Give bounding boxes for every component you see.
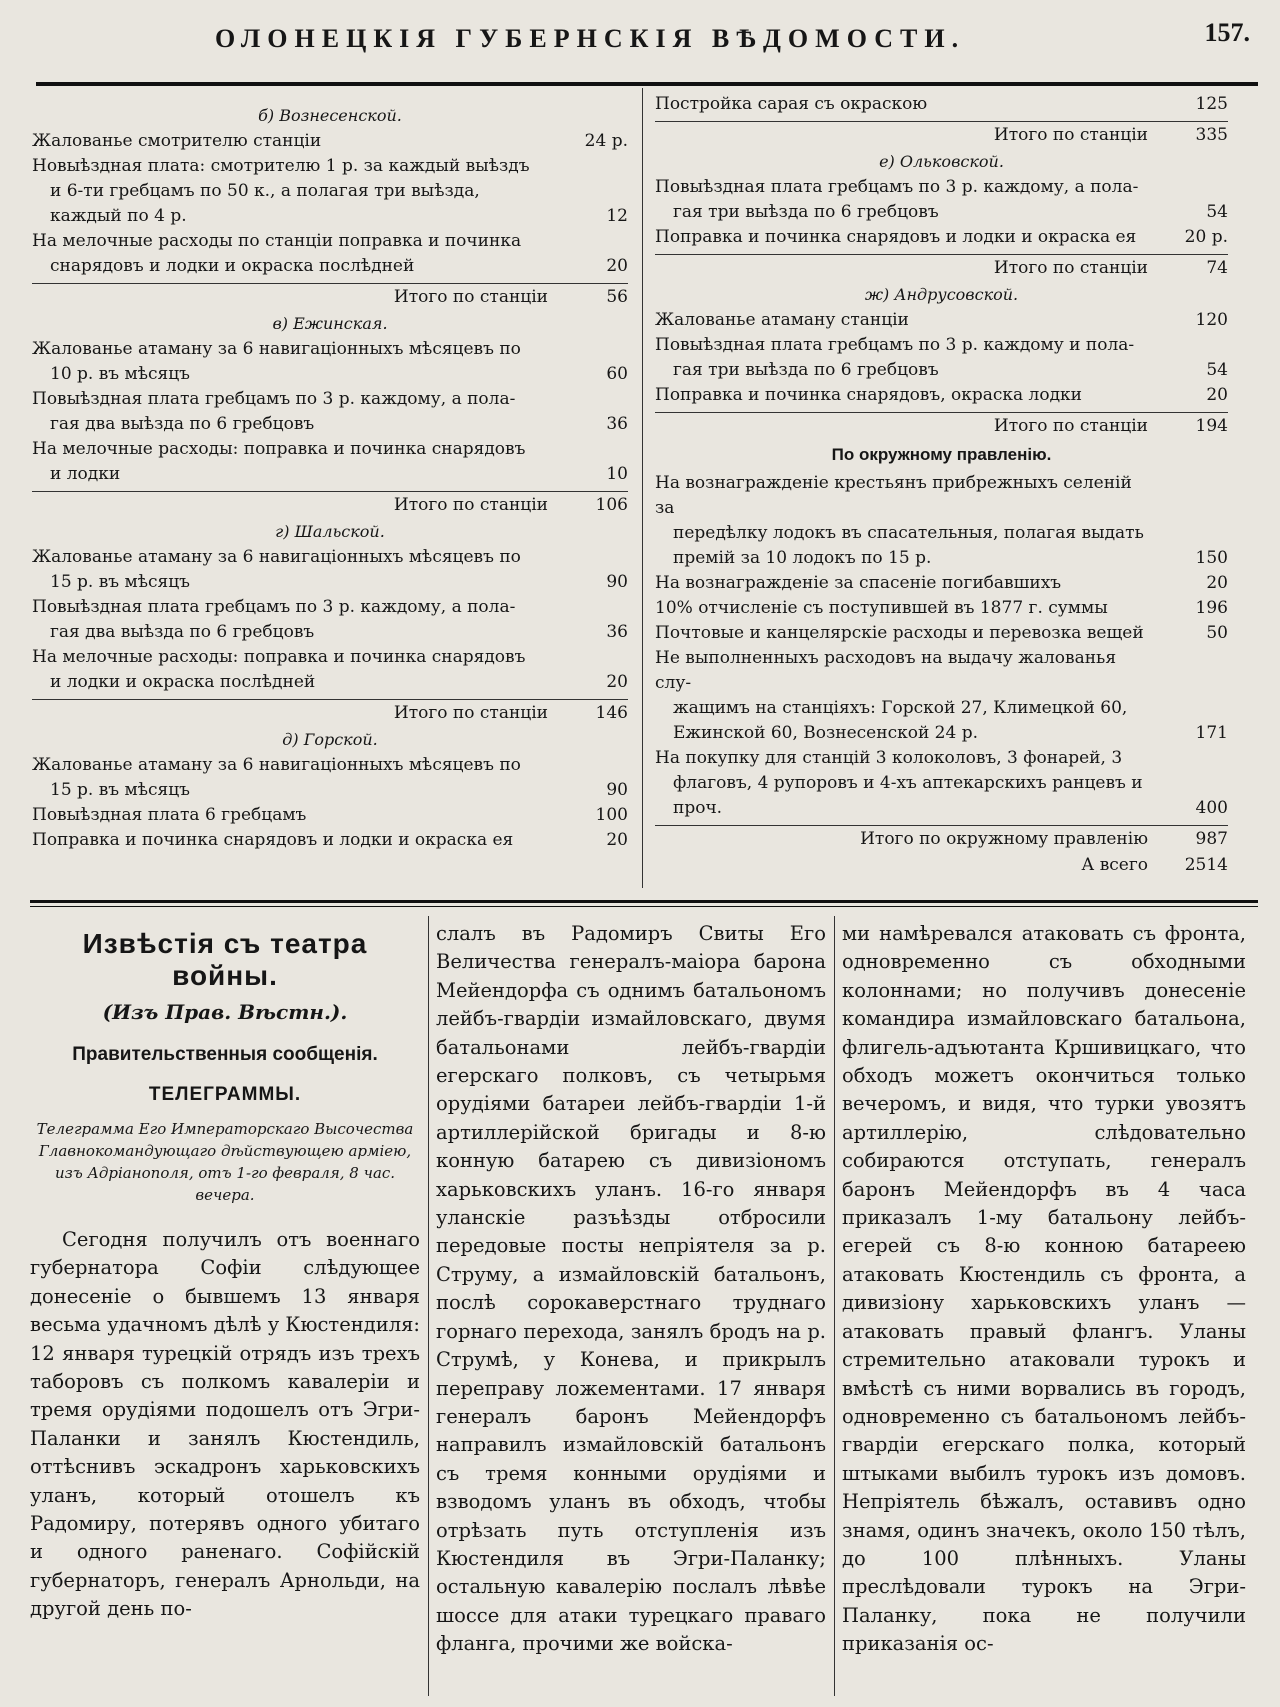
total-amount: 335: [1195, 125, 1228, 145]
total-label: Итого по станціи: [993, 125, 1148, 145]
news-text-col1: Сегодня получилъ отъ военнаго губернатора Софіи слѣдующее донесеніе о бывшемъ 13 января весьма удачномъ дѣлѣ у Кюстендиля: 12 января турецкій отрядъ изъ трехъ таборовъ съ полкомъ кавалеріи и тремя орудіями подошелъ отъ Эгри-Паланки и занялъ Кюстендиль, оттѣснивъ эскадронъ харьковскихъ уланъ, который отошелъ къ Радомиру, потерявъ одного убитаго и одного раненаго. Софійскій губернаторъ, генералъ Арнольди, на другой день по-: [30, 1228, 420, 1621]
expense-desc-main: Повыѣздная плата гребцамъ по 3 р. каждому и пола-: [655, 335, 1135, 355]
column-divider-top: [642, 88, 643, 888]
expense-desc-main: Жалованье смотрителю станціи: [32, 131, 322, 151]
expense-desc-main: На мелочные расходы по станціи поправка и починка: [32, 231, 522, 251]
station-total: [32, 491, 628, 518]
district-total: [655, 825, 1228, 852]
expense-desc-continued: гая два выѣзда по 6 гребцовъ: [50, 414, 315, 434]
expense-row: [32, 387, 628, 437]
expense-desc-main: Жалованье атаману за 6 навигаціонныхъ мѣсяцевъ по: [32, 339, 521, 359]
expense-desc-main: На вознагражденіе крестьянъ прибрежныхъ селеній за: [655, 473, 1132, 518]
expense-row: [32, 337, 628, 387]
expense-desc-main: Жалованье атаману за 6 навигаціонныхъ мѣсяцевъ по: [32, 755, 521, 775]
expense-description: [32, 437, 628, 487]
expense-row: [655, 92, 1228, 117]
news-divider-2: [834, 916, 835, 1696]
page-number: 157.: [1204, 18, 1250, 47]
expense-desc-main: Поправка и починка снарядовъ, окраска лодки: [655, 385, 1083, 405]
station-heading: б) Вознесенской.: [258, 106, 402, 125]
station-heading: в) Ежинская.: [272, 314, 388, 333]
expense-amount: 54: [1206, 360, 1228, 380]
expense-desc-continued: 10 р. въ мѣсяцъ: [50, 364, 190, 384]
expense-row: [655, 225, 1228, 250]
station-heading: ж) Андрусовской.: [864, 285, 1019, 304]
expense-amount: 20: [606, 830, 628, 850]
expense-row: [32, 154, 628, 229]
expense-description: [32, 595, 628, 645]
expense-description: [655, 621, 1228, 646]
expense-description: [655, 225, 1228, 250]
expenses-left-column: [32, 102, 628, 853]
expense-description: [655, 471, 1228, 571]
total-amount: 987: [1195, 829, 1228, 849]
expense-desc-main: Не выполненныхъ расходовъ на выдачу жалованья слу-: [655, 648, 1117, 693]
expense-description: [655, 308, 1228, 333]
news-title: Извѣстія съ театра войны.: [82, 928, 368, 991]
expense-row: [655, 308, 1228, 333]
expense-description: [655, 92, 1228, 117]
expense-description: [32, 337, 628, 387]
expense-amount: 100: [595, 805, 628, 825]
grand-total-label: А всего: [1081, 855, 1148, 875]
total-label: Итого по станціи: [393, 287, 548, 307]
expense-desc-main: На мелочные расходы: поправка и починка снарядовъ: [32, 647, 526, 667]
section-rule-thin: [30, 906, 1258, 907]
expense-description: [32, 803, 628, 828]
expense-row: [655, 646, 1228, 746]
expense-amount: 90: [606, 780, 628, 800]
expense-row: [32, 803, 628, 828]
expense-desc-continued: гая два выѣзда по 6 гребцовъ: [50, 622, 315, 642]
expense-row: [655, 596, 1228, 621]
expense-desc-continued: 15 р. въ мѣсяцъ: [50, 572, 190, 592]
government-announcements-heading: Правительственныя сообщенія.: [72, 1044, 378, 1065]
news-divider-1: [428, 916, 429, 1696]
expense-amount: 24 р.: [584, 131, 628, 151]
expense-amount: 20: [606, 256, 628, 276]
total-label: Итого по окружному правленію: [860, 829, 1148, 849]
expense-desc-continued: снарядовъ и лодки и окраска послѣдней: [50, 256, 415, 276]
expense-desc-main: Повыѣздная плата 6 гребцамъ: [32, 805, 307, 825]
expense-row: [655, 383, 1228, 408]
news-text-col3: ми намѣревался атаковать съ фронта, одновременно съ обходными колоннами; но получивъ донесеніе командира измайловскаго батальона, флигель-адъютанта Кршивицкаго, что обходъ можетъ окончиться только вечеромъ, и видя, что турки увозятъ артиллерію, слѣдовательно собираются отступать, генералъ баронъ Мейендорфъ въ 4 часа приказалъ 1-му батальону лейбъ-егерей съ 8-ю конною батареею атаковать Кюстендиль съ фронта, а дивизіону харьковскихъ уланъ — атаковать правый флангъ. Уланы стремительно атаковали турокъ и вмѣстѣ съ ними ворвались въ городъ, одновременно съ батальономъ лейбъ-гвардіи егерскаго полка, который штыками выбилъ турокъ изъ домовъ. Непріятель бѣжалъ, оставивъ одно знамя, одинъ значекъ, около 150 тѣлъ, до 100 плѣнныхъ. Уланы преслѣдовали турокъ на Эгри-Паланку, пока не получили приказанія ос-: [842, 922, 1246, 1656]
expense-description: [655, 175, 1228, 225]
news-column-3: [842, 920, 1246, 1659]
expense-desc-continued: и лодки: [50, 464, 121, 484]
expense-description: [655, 383, 1228, 408]
expense-row: [32, 753, 628, 803]
station-total: [655, 412, 1228, 439]
expense-amount: 20: [1206, 573, 1228, 593]
expense-desc-main: Повыѣздная плата гребцамъ по 3 р. каждому, а пола-: [32, 597, 516, 617]
expense-amount: 36: [606, 414, 628, 434]
expense-amount: 20: [606, 672, 628, 692]
expense-amount: 50: [1206, 623, 1228, 643]
expense-amount: 60: [606, 364, 628, 384]
newspaper-title: ОЛОНЕЦКІЯ ГУБЕРНСКІЯ ВѢДОМОСТИ.: [215, 24, 966, 53]
expense-description: [655, 646, 1228, 746]
total-amount: 146: [595, 703, 628, 723]
expense-desc-main: Поправка и починка снарядовъ и лодки и окраска ея: [655, 227, 1137, 247]
expenses-right-column: [655, 92, 1228, 878]
expense-desc-main: Повыѣздная плата гребцамъ по 3 р. каждому, а пола-: [655, 177, 1139, 197]
expense-row: [655, 175, 1228, 225]
expense-amount: 20: [1206, 385, 1228, 405]
expense-amount: 20 р.: [1184, 227, 1228, 247]
expense-description: [32, 645, 628, 695]
expense-description: [655, 333, 1228, 383]
total-label: Итого по станціи: [393, 495, 548, 515]
expense-description: [655, 746, 1228, 821]
station-heading: е) Ольковской.: [879, 152, 1004, 171]
expense-amount: 125: [1195, 94, 1228, 114]
expense-row: [32, 437, 628, 487]
expense-row: [655, 571, 1228, 596]
expense-desc-main: Постройка сарая съ окраскою: [655, 94, 928, 114]
expense-row: [655, 621, 1228, 646]
total-label: Итого по станціи: [393, 703, 548, 723]
expense-amount: 36: [606, 622, 628, 642]
telegrams-heading: ТЕЛЕГРАММЫ.: [148, 1084, 302, 1105]
expense-amount: 54: [1206, 202, 1228, 222]
expense-desc-continued: и 6-ти гребцамъ по 50 к., а полагая три выѣзда, каждый по 4 р.: [50, 181, 480, 226]
expense-desc-continued: гая три выѣзда по 6 гребцовъ: [673, 360, 939, 380]
grand-total-amount: 2514: [1184, 855, 1228, 875]
expense-row: [32, 645, 628, 695]
expense-row: [32, 828, 628, 853]
expense-description: [32, 753, 628, 803]
total-amount: 74: [1206, 258, 1228, 278]
expense-amount: 12: [606, 206, 628, 226]
expense-description: [32, 154, 628, 229]
news-source: (Изъ Прав. Вѣстн.).: [102, 1000, 348, 1024]
station-heading: г) Шальской.: [275, 522, 385, 541]
expense-desc-main: Повыѣздная плата гребцамъ по 3 р. каждому, а пола-: [32, 389, 516, 409]
expense-row: [32, 595, 628, 645]
expense-description: [32, 828, 628, 853]
news-column-2: [436, 920, 826, 1659]
expense-desc-main: Жалованье атаману станціи: [655, 310, 909, 330]
expense-amount: 120: [1195, 310, 1228, 330]
expense-row: [32, 545, 628, 595]
expense-desc-main: Новыѣздная плата: смотрителю 1 р. за каждый выѣздъ: [32, 156, 530, 176]
grand-total: [655, 852, 1228, 878]
expense-row: [32, 129, 628, 154]
station-heading: д) Горской.: [282, 730, 378, 749]
expense-amount: 400: [1195, 798, 1228, 818]
expense-desc-continued: 15 р. въ мѣсяцъ: [50, 780, 190, 800]
masthead-rule: [36, 82, 1258, 86]
expense-desc-continued: гая три выѣзда по 6 гребцовъ: [673, 202, 939, 222]
news-text-col2: слалъ въ Радомиръ Свиты Его Величества генералъ-маіора барона Мейендорфа съ однимъ батальономъ лейбъ-гвардіи измайловскаго, двумя батальонами лейбъ-гвардіи егерскаго полковъ, съ четырьмя орудіями батареи лейбъ-гвардіи 1-й артиллерійской бригады и 8-ю конную батарею съ дивизіономъ харьковскихъ уланъ. 16-го января уланскіе разъѣзды отбросили передовые посты непріятеля за р. Струму, а измайловскій батальонъ, послѣ сорокаверстнаго труднаго горнаго перехода, занялъ бродъ на р. Струмѣ, у Конева, и прикрылъ переправу ложементами. 17 января генералъ баронъ Мейендорфъ направилъ измайловскій батальонъ съ тремя конными орудіями и взводомъ уланъ въ обходъ, чтобы отрѣзать путь отступленія изъ Кюстендиля въ Эгри-Паланку; остальную кавалерію послалъ лѣвѣе шоссе для атаки турецкаго праваго фланга, прочими же войска-: [436, 922, 826, 1656]
masthead: [0, 14, 1280, 54]
expense-description: [655, 571, 1228, 596]
expense-description: [655, 596, 1228, 621]
expense-desc-main: На покупку для станцій 3 колоколовъ, 3 фонарей, 3: [655, 748, 1123, 768]
expense-amount: 10: [606, 464, 628, 484]
total-amount: 194: [1195, 416, 1228, 436]
expense-desc-main: Почтовые и канцелярскіе расходы и перевозка вещей: [655, 623, 1144, 643]
expense-row: [655, 471, 1228, 571]
station-total: [655, 121, 1228, 148]
expense-amount: 150: [1195, 548, 1228, 568]
expense-desc-main: На мелочные расходы: поправка и починка снарядовъ: [32, 439, 526, 459]
expense-description: [32, 545, 628, 595]
expense-description: [32, 387, 628, 437]
total-label: Итого по станціи: [993, 258, 1148, 278]
expense-row: [655, 746, 1228, 821]
station-total: [655, 254, 1228, 281]
expense-desc-main: Жалованье атаману за 6 навигаціонныхъ мѣсяцевъ по: [32, 547, 521, 567]
expense-desc-main: Поправка и починка снарядовъ и лодки и окраска ея: [32, 830, 514, 850]
expense-description: [32, 229, 628, 279]
total-label: Итого по станціи: [993, 416, 1148, 436]
expense-description: [32, 129, 628, 154]
telegram-caption: Телеграмма Его Императорскаго Высочества Главнокомандующаго дѣйствующею арміею, изъ Адріанополя, отъ 1-го февраля, 8 час. вечера.: [36, 1120, 414, 1204]
expense-amount: 171: [1195, 723, 1228, 743]
expense-row: [655, 333, 1228, 383]
expense-desc-main: На вознагражденіе за спасеніе погибавшихъ: [655, 573, 1062, 593]
station-total: [32, 699, 628, 726]
expense-desc-continued: и лодки и окраска послѣдней: [50, 672, 316, 692]
section-rule: [30, 900, 1258, 903]
expense-desc-continued: флаговъ, 4 рупоровъ и 4-хъ аптекарскихъ ранцевъ и проч.: [673, 773, 1143, 818]
expense-desc-continued: жащимъ на станціяхъ: Горской 27, Климецкой 60, Ежинской 60, Вознесенской 24 р.: [673, 698, 1128, 743]
total-amount: 106: [595, 495, 628, 515]
expense-amount: 90: [606, 572, 628, 592]
expense-desc-main: 10% отчисленіе съ поступившей въ 1877 г. суммы: [655, 598, 1108, 618]
station-total: [32, 283, 628, 310]
news-column-1: [30, 924, 420, 1624]
expense-row: [32, 229, 628, 279]
expense-amount: 196: [1195, 598, 1228, 618]
district-board-heading: По окружному правленію.: [831, 445, 1052, 464]
total-amount: 56: [606, 287, 628, 307]
expense-desc-continued: передѣлку лодокъ въ спасательныя, полагая выдать премій за 10 лодокъ по 15 р.: [673, 523, 1144, 568]
